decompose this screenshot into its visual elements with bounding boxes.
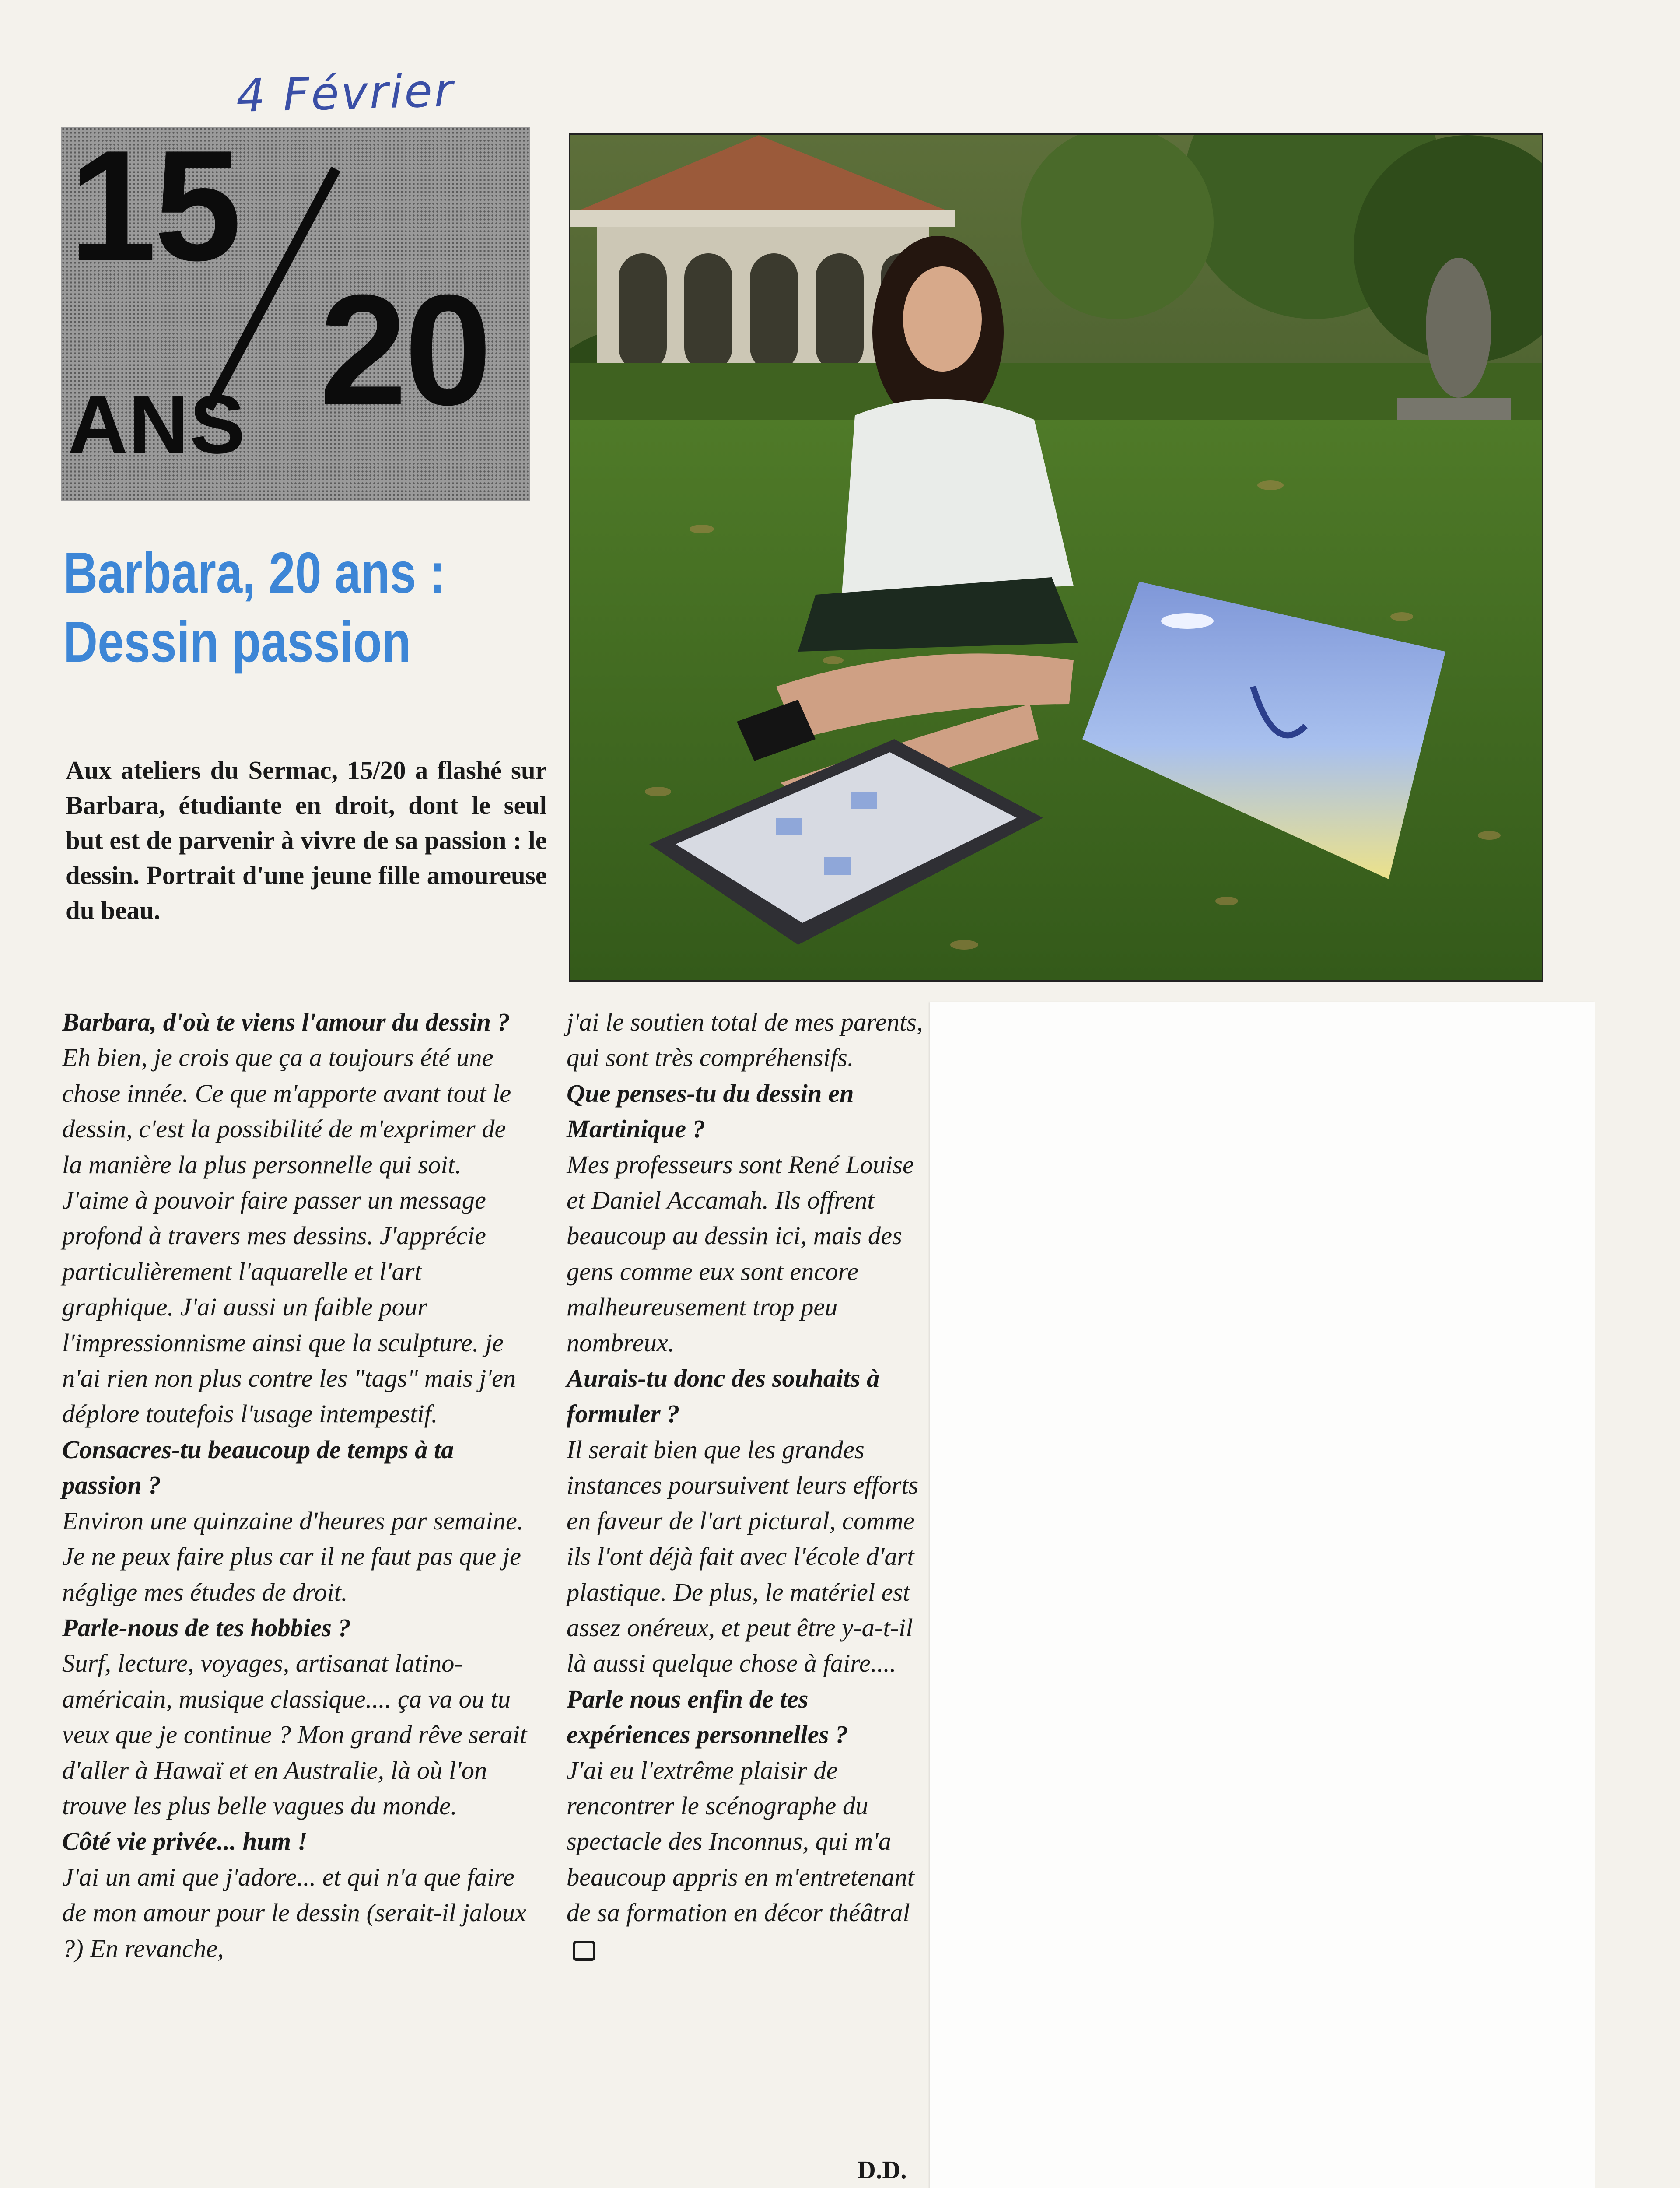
interview-question: Parle-nous de tes hobbies ? (62, 1613, 351, 1642)
section-logo-15-20-ans (61, 118, 530, 501)
interview-question: Parle nous enfin de tes expériences personnelles ? (567, 1684, 848, 1749)
interview-answer: Environ une quinzaine d'heures par semaine. Je ne peux faire plus car il ne faut pas que je néglige mes études de droit. (62, 1506, 524, 1606)
title-line-1: Barbara, 20 ans : (63, 540, 445, 605)
title-line-2: Dessin passion (63, 610, 411, 674)
interview-answer: Eh bien, je crois que ça a toujours été une chose innée. Ce que m'apporte avant tout le dessin, c'est la possibilité de m'exprimer de la manière la plus personnelle qui soit. J'aime à pouvoir faire passer un message profond à travers mes dessins. J'apprécie particulièrement l'aquarelle et l'art graphique. J'ai aussi un faible pour l'impressionnisme ainsi que la sculpture. je n'ai rien non plus contre les "tags" mais j'en déplore toutefois l'usage intempestif. (62, 1043, 516, 1428)
interview-column-left (62, 1004, 530, 1966)
interview-answer: Mes professeurs sont René Louise et Daniel Accamah. Ils offrent beaucoup au dessin ici, mais des gens comme eux sont encore malheureusement trop peu nombreux. (567, 1150, 914, 1357)
interview-question: Côté vie privée... hum ! (62, 1827, 308, 1856)
interview-question: Consacres-tu beaucoup de temps à ta passion ? (62, 1435, 454, 1500)
article-title (63, 538, 458, 677)
interview-question: Aurais-tu donc des souhaits à formuler ? (567, 1364, 880, 1428)
blank-paper-overlay (930, 1002, 1595, 2188)
interview-answer-final (567, 1753, 925, 1966)
lead-paragraph: Aux ateliers du Sermac, 15/20 a flashé sur Barbara, étudiante en droit, dont le seul but est de parvenir à vivre de sa passion : le dessin. Portrait d'une jeune fille amoureuse du beau. (66, 756, 547, 925)
end-of-article-icon (573, 1941, 595, 1961)
author-signature: D.D. (858, 2156, 907, 2184)
logo-ans: ANS (68, 378, 246, 471)
logo-number-20: 20 (319, 262, 490, 438)
logo-number-15: 15 (69, 118, 239, 294)
interview-answer: Il serait bien que les grandes instances poursuivent leurs efforts en faveur de l'art pictural, comme ils l'ont déjà fait avec l'école d'art plastique. De plus, le matériel est assez onéreux, et peut être y-a-t-il là aussi quelque chose à faire.... (567, 1435, 919, 1678)
interview-answer-text: J'ai eu l'extrême plaisir de rencontrer le scénographe du spectacle des Inconnus, qui m'a beaucoup appris en m'entretenant de sa formation en décor théâtral (567, 1756, 915, 1927)
article-photo (569, 133, 1544, 982)
interview-answer: J'ai un ami que j'adore... et qui n'a que faire de mon amour pour le dessin (serait-il jaloux ?) En revanche, (62, 1862, 527, 1963)
interview-question: Barbara, d'où te viens l'amour du dessin ? (62, 1008, 510, 1036)
interview-question: Que penses-tu du dessin en Martinique ? (567, 1079, 854, 1143)
interview-answer: Surf, lecture, voyages, artisanat latino-américain, musique classique.... ça va ou tu veux que je continue ? Mon grand rêve serait d'aller à Hawaï et en Australie, là où l'on trouve les plus belle vagues du monde. (62, 1649, 527, 1820)
interview-column-middle (567, 1004, 925, 1966)
interview-answer: j'ai le soutien total de mes parents, qui sont très compréhensifs. (567, 1008, 923, 1072)
handwritten-date: 4 Février (235, 63, 455, 123)
